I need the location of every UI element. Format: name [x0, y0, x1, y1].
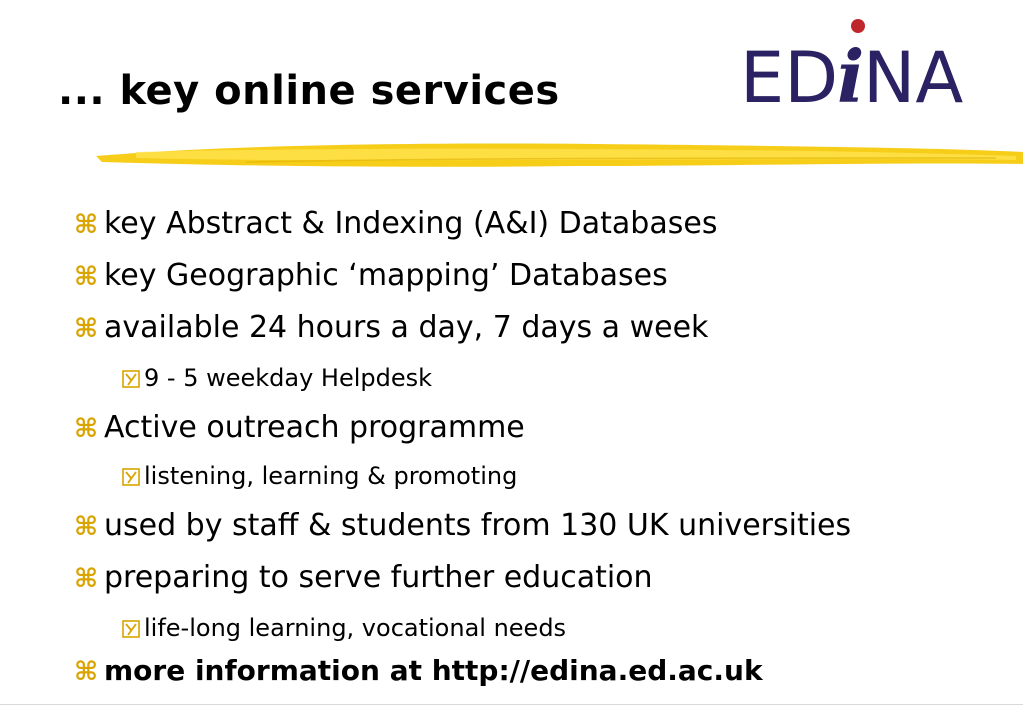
sub-bullet-item — [122, 364, 432, 392]
sub-bullet-item — [122, 614, 566, 642]
command-key-icon: ⌘ — [74, 512, 99, 542]
command-key-icon: ⌘ — [74, 414, 99, 444]
sub-bullet-item — [122, 462, 517, 490]
bullet-text: Active outreach programme — [104, 410, 525, 445]
sub-bullet-text: listening, learning & promoting — [144, 462, 518, 490]
command-key-icon: ⌘ — [74, 314, 99, 344]
logo-letter-i: i — [837, 34, 865, 114]
bullet-item — [74, 258, 668, 293]
bullet-item — [74, 654, 763, 687]
more-info-link[interactable]: more information at http://edina.ed.ac.uk — [104, 654, 763, 687]
bullet-item — [74, 560, 653, 595]
sub-bullet-text: 9 - 5 weekday Helpdesk — [144, 364, 433, 392]
command-key-icon: ⌘ — [74, 564, 99, 594]
bullet-text: used by staff & students from 130 UK universities — [104, 508, 852, 543]
logo-letters-left: ED — [740, 37, 839, 114]
bullet-item — [74, 206, 717, 241]
bullet-item — [74, 508, 851, 543]
checkbox-y-icon — [122, 620, 140, 638]
bullet-text: key Abstract & Indexing (A&I) Databases — [104, 206, 718, 241]
slide-bottom-divider — [0, 704, 1023, 705]
command-key-icon: ⌘ — [74, 210, 99, 240]
bullet-text: available 24 hours a day, 7 days a week — [104, 310, 709, 345]
checkbox-y-icon — [122, 370, 140, 388]
command-key-icon: ⌘ — [74, 657, 99, 687]
command-key-icon: ⌘ — [74, 262, 99, 292]
slide-title: ... key online services — [58, 68, 560, 114]
logo-letters-right: NA — [863, 37, 964, 114]
bullet-item — [74, 310, 708, 345]
bullet-text: key Geographic ‘mapping’ Databases — [104, 258, 668, 293]
checkbox-y-icon — [122, 468, 140, 486]
sub-bullet-text: life-long learning, vocational needs — [144, 614, 567, 642]
bullet-text: preparing to serve further education — [104, 560, 653, 595]
bullet-item — [74, 410, 525, 445]
